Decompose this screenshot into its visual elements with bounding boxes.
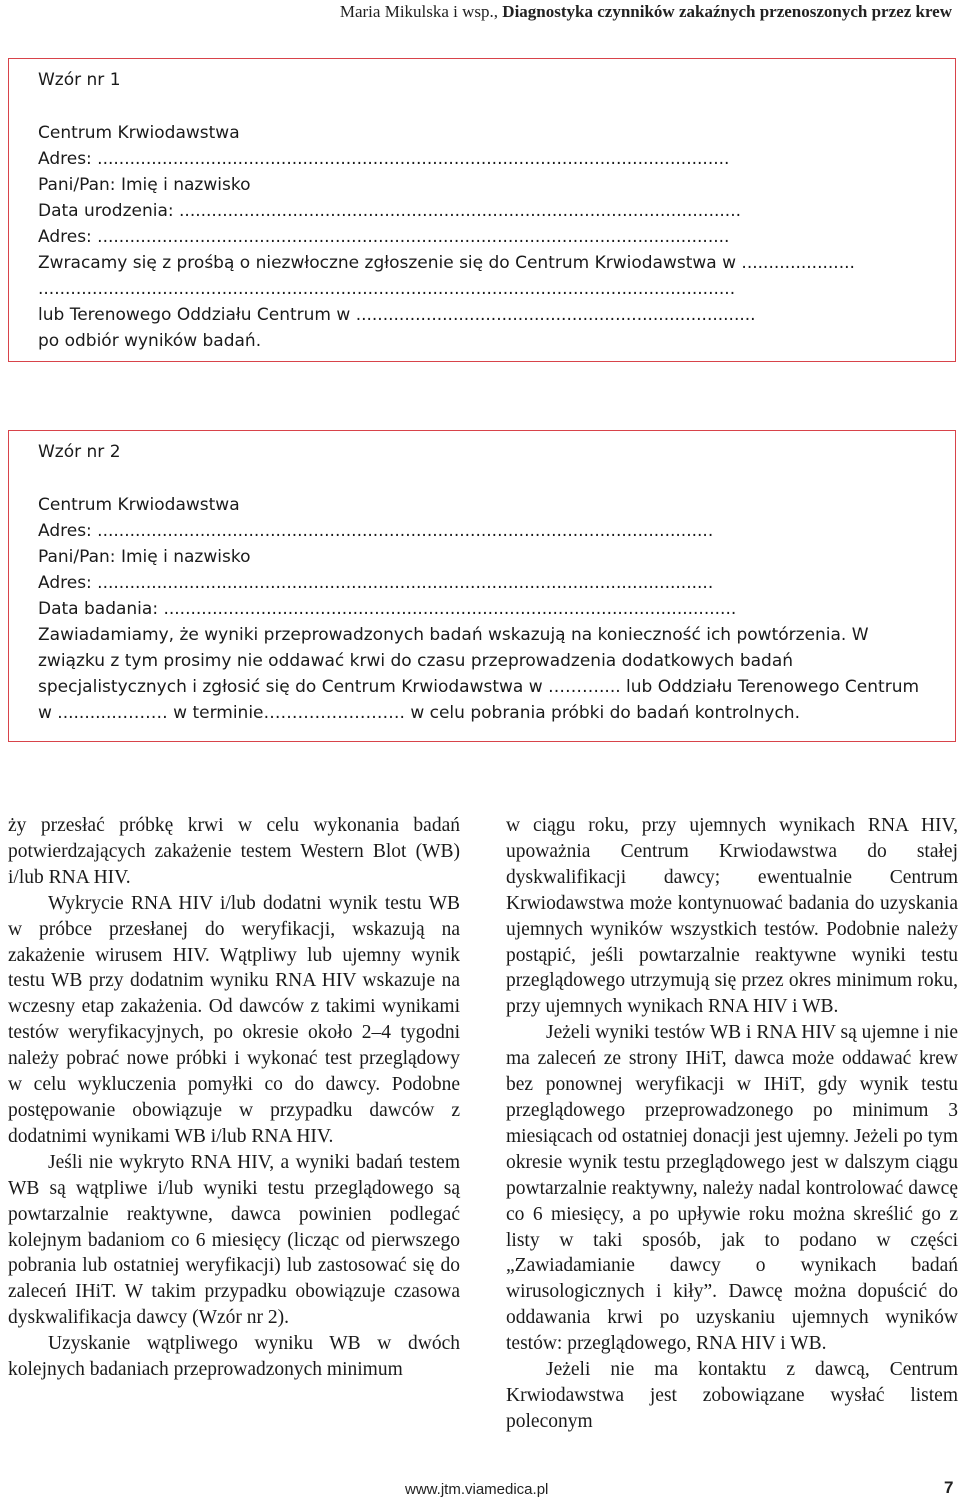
form-2-line: Adres: .................................................................................................................. (38, 521, 714, 541)
running-head-authors: Maria Mikulska i wsp., (339, 2, 499, 21)
body-paragraph: Jeśli nie wykryto RNA HIV, a wyniki badań testem WB są wątpliwe i/lub wyniki testu przeglądowego są powtarzalnie reaktywne, dawca powinien podlegać kolejnym badaniom co 6 miesięcy (licząc od pierwszego pobrania lub ostatniej weryfikacji) lub zastosować się do zaleceń IHiT. W takim przypadku obowiązuje czasowa dyskwalifikacja dawcy (Wzór nr 2). (8, 1151, 460, 1329)
running-head (0, 0, 952, 24)
form-template-2 (8, 430, 956, 742)
running-head-title: Diagnostyka czynników zakaźnych przenoszonych przez krew (502, 2, 952, 21)
body-paragraph: Uzyskanie wątpliwego wyniku WB w dwóch kolejnych badaniach przeprowadzonych minimum (8, 1333, 460, 1381)
body-paragraph: Wykrycie RNA HIV i/lub dodatni wynik testu WB w próbce przesłanej do weryfikacji, wskazują na zakażenie wirusem HIV. Wątpliwy lub ujemny wynik testu WB przy dodatnim wyniku RNA HIV wskazuje na wczesny etap zakażenia. Od dawców z takimi wynikami testów weryfikacyjnych, po okresie około 2–4 tygodni należy pobrać nowe próbki i wykonać test przeglądowy w celu wykluczenia pomyłki co do dawcy. Podobne postępowanie obowiązuje w przypadku dawców z dodatnimi wynikami WB i/lub RNA HIV. (8, 892, 460, 1147)
form-1-line: ................................................................................................................................. (38, 279, 736, 299)
form-1-line: Adres: ..................................................................................................................... (38, 227, 730, 247)
form-1-line: lub Terenowego Oddziału Centrum w .......................................................................... (38, 305, 756, 325)
form-1-line: Pani/Pan: Imię i nazwisko (38, 175, 251, 195)
form-2-line: Centrum Krwiodawstwa (38, 495, 240, 515)
form-2-line: Adres: .................................................................................................................. (38, 573, 714, 593)
body-column-left (8, 813, 460, 1383)
form-2-paragraph: Zawiadamiamy, że wyniki przeprowadzonych badań wskazują na konieczność ich powtórzenia. W związku z tym prosimy nie oddawać krwi do czasu przeprowadzenia dodatkowych badań specjalistycznych i zgłosić się do Centrum Krwiodawstwa w ……….... lub Oddziału Terenowego Centrum w ...........……… w terminie……………………. w celu pobrania próbki do badań kontrolnych. (38, 625, 920, 723)
form-2-line: Data badania: .......................................................................................................... (38, 599, 737, 619)
form-1-line: Zwracamy się z prośbą o niezwłoczne zgłoszenie się do Centrum Krwiodawstwa w ..................... (38, 253, 855, 273)
form-1-line: po odbiór wyników badań. (38, 331, 262, 351)
form-1-line: Centrum Krwiodawstwa (38, 123, 240, 143)
body-column-right (506, 813, 958, 1435)
body-paragraph: w ciągu roku, przy ujemnych wynikach RNA HIV, upoważnia Centrum Krwiodawstwa do stałej dyskwalifikacji dawcy; ewentualnie Centrum Krwiodawstwa może kontynuować badania do uzyskania ujemnych wyników wszystkich testów. Podobnie należy postąpić, jeśli powtarzalnie reaktywne wyniki testu przeglądowego utrzymują się przez okres minimum roku, przy ujemnych wynikach RNA HIV i WB. (506, 815, 958, 1018)
body-paragraph: ży przesłać próbkę krwi w celu wykonania badań potwierdzających zakażenie testem Western Blot (WB) i/lub RNA HIV. (8, 815, 460, 888)
page-number: 7 (944, 1478, 954, 1497)
form-2-line: Pani/Pan: Imię i nazwisko (38, 547, 251, 567)
footer-url: www.jtm.viamedica.pl (405, 1481, 549, 1498)
form-1-line: Adres: ..................................................................................................................... (38, 149, 730, 169)
body-paragraph: Jeżeli nie ma kontaktu z dawcą, Centrum Krwiodawstwa jest zobowiązane wysłać listem poleconym (506, 1359, 958, 1432)
form-1-line: Data urodzenia: ........................................................................................................ (38, 201, 742, 221)
form-1-heading: Wzór nr 1 (38, 70, 121, 90)
form-2-heading: Wzór nr 2 (38, 442, 121, 462)
form-template-1 (8, 58, 956, 362)
body-paragraph: Jeżeli wyniki testów WB i RNA HIV są ujemne i nie ma zaleceń ze strony IHiT, dawca może oddawać krew bez ponownej weryfikacji w IHiT, gdy wynik testu przeglądowego przeprowadzonego po minimum 3 miesiącach od ostatniej donacji jest ujemny. Jeżeli po tym okresie wynik testu przeglądowego jest w dalszym ciągu powtarzalnie reaktywny, należy nadal kontrolować dawcę co 6 miesięcy, a po upływie roku można skreślić go z listy w taki sposób, jak to podano w części „Zawiadamianie dawcy o wynikach badań wirusologicznych i kiły”. Dawcę można dopuścić do oddawania krwi po uzyskaniu ujemnych wyników testów: przeglądowego, RNA HIV i WB. (506, 1022, 958, 1355)
